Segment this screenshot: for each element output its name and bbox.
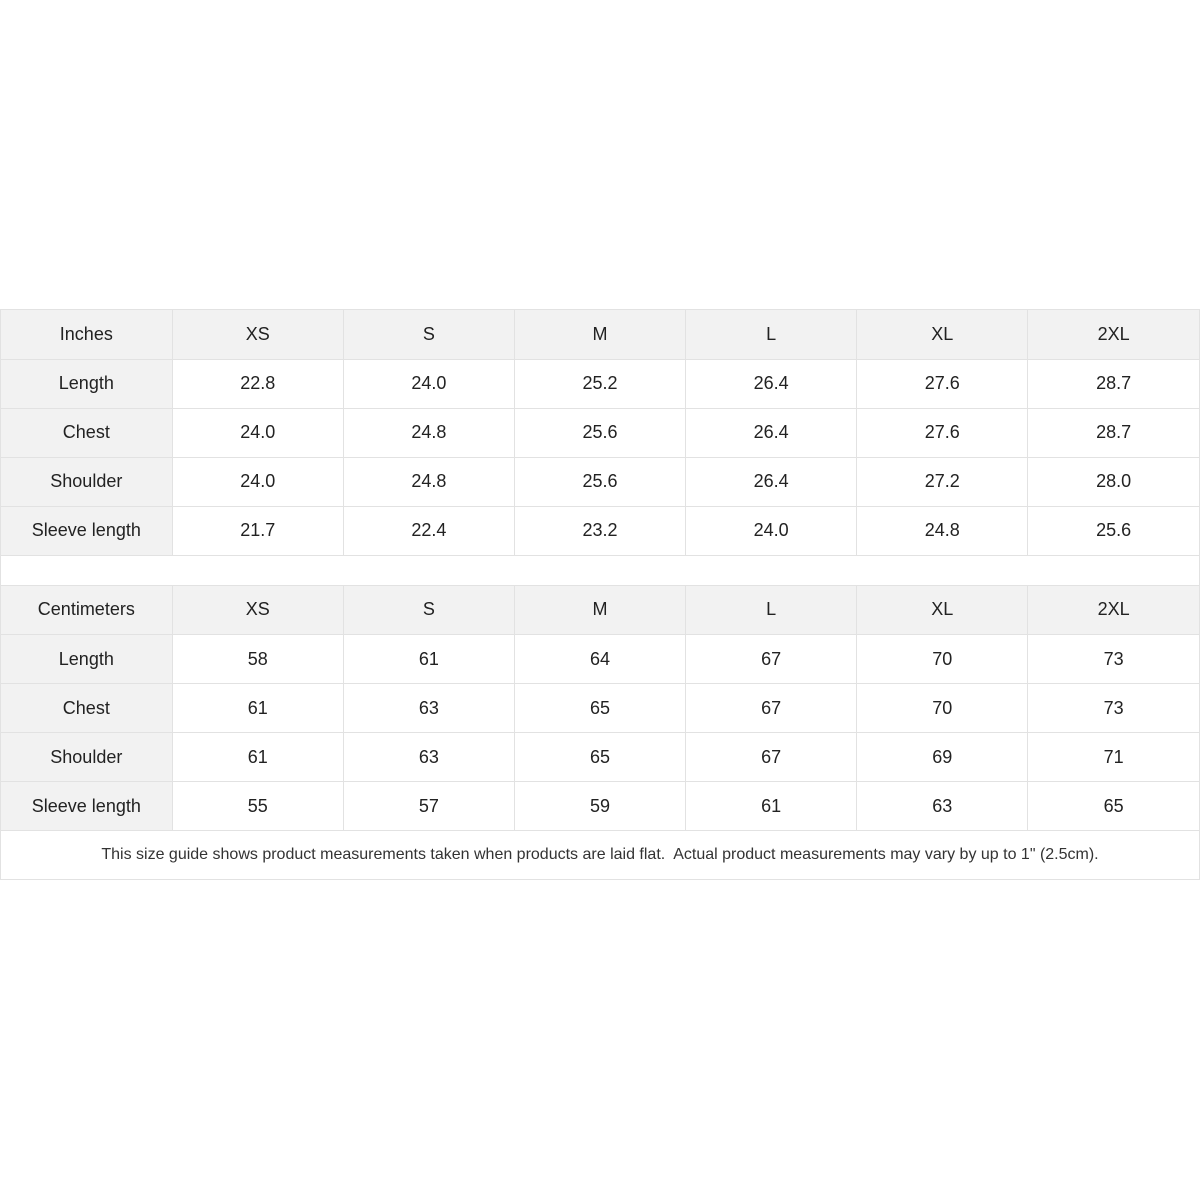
table-cell: 63 — [343, 684, 514, 733]
row-label: Chest — [1, 408, 172, 457]
table-cell: 26.4 — [686, 408, 857, 457]
table-cell: 24.0 — [172, 408, 343, 457]
row-label: Length — [1, 359, 172, 408]
table-cell: 57 — [343, 782, 514, 831]
table-cell: 22.8 — [172, 359, 343, 408]
table-cell: 71 — [1028, 733, 1199, 782]
unit-label: Inches — [1, 310, 172, 359]
size-header-xs: XS — [172, 586, 343, 635]
table-cell: 27.2 — [857, 457, 1028, 506]
table-cell: 22.4 — [343, 506, 514, 555]
table-row — [1, 733, 1199, 782]
table-cell: 27.6 — [857, 359, 1028, 408]
table-row — [1, 684, 1199, 733]
table-cell: 24.0 — [172, 457, 343, 506]
table-cell: 26.4 — [686, 359, 857, 408]
table-row — [1, 506, 1199, 555]
table-cell: 25.6 — [514, 457, 685, 506]
table-cell: 61 — [686, 782, 857, 831]
table-cell: 61 — [172, 733, 343, 782]
table-cell: 64 — [514, 635, 685, 684]
size-header-s: S — [343, 586, 514, 635]
table-cell: 55 — [172, 782, 343, 831]
row-label: Shoulder — [1, 733, 172, 782]
inches-table — [1, 310, 1199, 556]
table-cell: 73 — [1028, 684, 1199, 733]
table-cell: 65 — [514, 733, 685, 782]
table-header-row — [1, 586, 1199, 635]
table-row — [1, 359, 1199, 408]
table-cell: 67 — [686, 684, 857, 733]
table-cell: 65 — [1028, 782, 1199, 831]
row-label: Shoulder — [1, 457, 172, 506]
table-cell: 27.6 — [857, 408, 1028, 457]
table-cell: 24.8 — [343, 457, 514, 506]
table-cell: 58 — [172, 635, 343, 684]
table-cell: 73 — [1028, 635, 1199, 684]
row-label: Sleeve length — [1, 506, 172, 555]
table-row — [1, 408, 1199, 457]
size-guide — [0, 309, 1200, 880]
size-header-xs: XS — [172, 310, 343, 359]
table-row — [1, 635, 1199, 684]
table-cell: 23.2 — [514, 506, 685, 555]
table-cell: 63 — [857, 782, 1028, 831]
centimeters-table — [1, 586, 1199, 832]
size-header-l: L — [686, 586, 857, 635]
table-cell: 25.6 — [1028, 506, 1199, 555]
row-label: Length — [1, 635, 172, 684]
table-cell: 65 — [514, 684, 685, 733]
table-cell: 59 — [514, 782, 685, 831]
table-row — [1, 457, 1199, 506]
table-cell: 67 — [686, 635, 857, 684]
table-cell: 21.7 — [172, 506, 343, 555]
table-cell: 28.0 — [1028, 457, 1199, 506]
table-cell: 69 — [857, 733, 1028, 782]
row-label: Chest — [1, 684, 172, 733]
row-label: Sleeve length — [1, 782, 172, 831]
size-header-xl: XL — [857, 586, 1028, 635]
table-cell: 67 — [686, 733, 857, 782]
size-header-2xl: 2XL — [1028, 586, 1199, 635]
table-cell: 63 — [343, 733, 514, 782]
size-header-l: L — [686, 310, 857, 359]
table-header-row — [1, 310, 1199, 359]
size-header-2xl: 2XL — [1028, 310, 1199, 359]
table-cell: 70 — [857, 635, 1028, 684]
table-row — [1, 782, 1199, 831]
table-cell: 25.2 — [514, 359, 685, 408]
table-cell: 24.8 — [343, 408, 514, 457]
size-header-xl: XL — [857, 310, 1028, 359]
table-cell: 24.8 — [857, 506, 1028, 555]
size-header-m: M — [514, 586, 685, 635]
unit-label: Centimeters — [1, 586, 172, 635]
table-cell: 26.4 — [686, 457, 857, 506]
size-header-m: M — [514, 310, 685, 359]
table-cell: 24.0 — [343, 359, 514, 408]
table-cell: 28.7 — [1028, 359, 1199, 408]
table-cell: 70 — [857, 684, 1028, 733]
size-guide-footnote: This size guide shows product measurements taken when products are laid flat. Actual product measurements may vary by up to 1" (2.5cm). — [101, 846, 1099, 863]
table-cell: 28.7 — [1028, 408, 1199, 457]
table-cell: 24.0 — [686, 506, 857, 555]
table-cell: 61 — [343, 635, 514, 684]
table-cell: 61 — [172, 684, 343, 733]
size-header-s: S — [343, 310, 514, 359]
table-separator — [1, 556, 1199, 586]
table-cell: 25.6 — [514, 408, 685, 457]
